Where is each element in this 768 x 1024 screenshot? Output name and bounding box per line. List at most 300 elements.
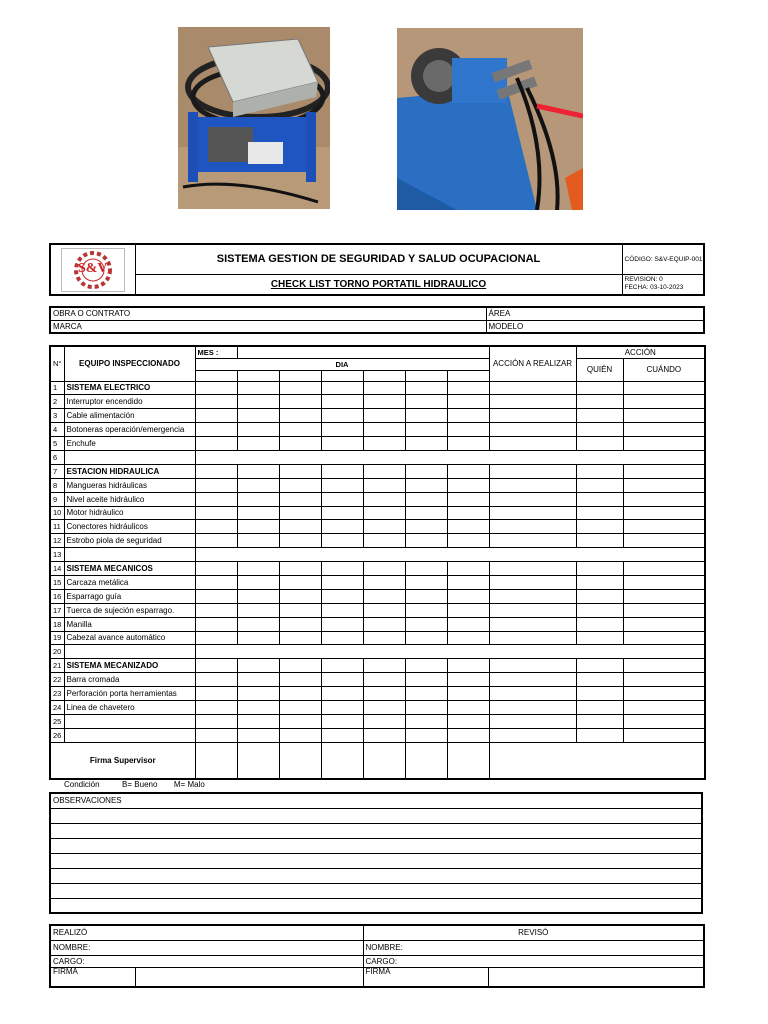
cuando-cell[interactable] (623, 673, 705, 687)
day-check-cell[interactable] (279, 395, 321, 409)
checklist-row (50, 534, 705, 548)
accion-realizar-cell[interactable] (489, 728, 576, 742)
row-number: 24 (50, 700, 64, 714)
day-check-cell[interactable] (363, 562, 405, 576)
day-check-cell[interactable] (195, 562, 237, 576)
day-check-cell[interactable] (405, 603, 447, 617)
day-check-cell[interactable] (279, 423, 321, 437)
observaciones-line[interactable] (50, 883, 702, 898)
day-check-cell[interactable] (447, 534, 489, 548)
day-check-cell[interactable] (279, 409, 321, 423)
day-check-cell[interactable] (195, 673, 237, 687)
photo-portable-lathe (397, 28, 583, 210)
cuando-cell[interactable] (623, 589, 705, 603)
day-check-cell[interactable] (321, 617, 363, 631)
obra-field[interactable]: OBRA O CONTRATO (50, 307, 486, 320)
cuando-cell[interactable] (623, 506, 705, 520)
day-check-cell[interactable] (279, 617, 321, 631)
day-check-cell[interactable] (321, 714, 363, 728)
checklist-row (50, 659, 705, 673)
day-check-cell[interactable] (237, 464, 279, 478)
day-check-cell[interactable] (279, 631, 321, 645)
day-check-cell[interactable] (405, 381, 447, 395)
signature-cell[interactable] (321, 742, 363, 779)
day-check-cell[interactable] (195, 603, 237, 617)
day-check-cell[interactable] (363, 617, 405, 631)
day-check-cell[interactable] (195, 589, 237, 603)
day-check-cell[interactable] (405, 520, 447, 534)
realizo-firma-field[interactable] (135, 967, 363, 987)
day-check-cell[interactable] (321, 631, 363, 645)
day-check-cell[interactable] (195, 659, 237, 673)
accion-realizar-cell[interactable] (489, 714, 576, 728)
day-check-cell[interactable] (195, 395, 237, 409)
day-check-cell[interactable] (279, 534, 321, 548)
day-check-cell[interactable] (363, 492, 405, 506)
day-check-cell[interactable] (447, 478, 489, 492)
day-check-cell[interactable] (237, 617, 279, 631)
day-cell[interactable] (447, 370, 489, 381)
day-check-cell[interactable] (363, 395, 405, 409)
checklist-row (50, 520, 705, 534)
day-check-cell[interactable] (363, 673, 405, 687)
row-number: 7 (50, 464, 64, 478)
day-check-cell[interactable] (405, 492, 447, 506)
day-check-cell[interactable] (363, 700, 405, 714)
day-check-cell[interactable] (237, 728, 279, 742)
cuando-cell[interactable] (623, 381, 705, 395)
cuando-cell[interactable] (623, 575, 705, 589)
day-check-cell[interactable] (237, 631, 279, 645)
day-check-cell[interactable] (237, 575, 279, 589)
day-check-cell[interactable] (195, 687, 237, 701)
accion-realizar-cell[interactable] (489, 506, 576, 520)
day-check-cell[interactable] (237, 700, 279, 714)
cuando-cell[interactable] (623, 478, 705, 492)
day-check-cell[interactable] (405, 659, 447, 673)
day-check-cell[interactable] (447, 423, 489, 437)
day-check-cell[interactable] (447, 575, 489, 589)
day-check-cell[interactable] (447, 728, 489, 742)
row-number: 16 (50, 589, 64, 603)
cuando-cell[interactable] (623, 617, 705, 631)
day-check-cell[interactable] (195, 437, 237, 451)
row-number: 4 (50, 423, 64, 437)
day-check-cell[interactable] (321, 409, 363, 423)
day-check-cell[interactable] (447, 395, 489, 409)
accion-realizar-cell[interactable] (489, 687, 576, 701)
day-check-cell[interactable] (321, 423, 363, 437)
checklist-row (50, 575, 705, 589)
day-check-cell[interactable] (447, 381, 489, 395)
accion-realizar-cell[interactable] (489, 631, 576, 645)
day-check-cell[interactable] (405, 409, 447, 423)
section-label: SISTEMA ELECTRICO (64, 381, 195, 395)
day-check-cell[interactable] (363, 534, 405, 548)
day-check-cell[interactable] (237, 603, 279, 617)
area-field[interactable]: ÁREA (486, 307, 704, 320)
day-check-cell[interactable] (405, 714, 447, 728)
day-check-cell[interactable] (363, 381, 405, 395)
day-check-cell[interactable] (447, 631, 489, 645)
day-check-cell[interactable] (279, 700, 321, 714)
day-check-cell[interactable] (405, 423, 447, 437)
day-check-cell[interactable] (279, 492, 321, 506)
item-label: Manilla (64, 617, 195, 631)
section-label: SISTEMA MECANIZADO (64, 659, 195, 673)
reviso-firma-field[interactable] (488, 967, 704, 987)
day-check-cell[interactable] (321, 381, 363, 395)
observaciones-line[interactable] (50, 853, 702, 868)
accion-realizar-cell[interactable] (489, 673, 576, 687)
day-check-cell[interactable] (363, 728, 405, 742)
day-check-cell[interactable] (363, 631, 405, 645)
day-check-cell[interactable] (447, 687, 489, 701)
signature-cell[interactable] (363, 742, 405, 779)
day-check-cell[interactable] (195, 423, 237, 437)
quien-cell[interactable] (576, 506, 623, 520)
checklist-row (50, 506, 705, 520)
cuando-cell[interactable] (623, 714, 705, 728)
date-text: FECHA: 03-10-2023 (624, 284, 684, 292)
day-check-cell[interactable] (237, 423, 279, 437)
day-check-cell[interactable] (405, 631, 447, 645)
day-check-cell[interactable] (363, 520, 405, 534)
day-check-cell[interactable] (405, 395, 447, 409)
day-check-cell[interactable] (237, 520, 279, 534)
modelo-field[interactable]: MODELO (486, 320, 704, 333)
accion-realizar-cell[interactable] (489, 437, 576, 451)
cuando-cell[interactable] (623, 437, 705, 451)
accion-realizar-cell[interactable] (489, 464, 576, 478)
col-mes-header: MES : (195, 346, 237, 358)
day-check-cell[interactable] (447, 700, 489, 714)
observaciones-line[interactable] (50, 808, 702, 823)
accion-realizar-cell[interactable] (489, 589, 576, 603)
observaciones-line[interactable] (50, 868, 702, 883)
day-check-cell[interactable] (237, 437, 279, 451)
row-number: 26 (50, 728, 64, 742)
quien-cell[interactable] (576, 673, 623, 687)
day-check-cell[interactable] (237, 714, 279, 728)
cuando-cell[interactable] (623, 534, 705, 548)
cuando-cell[interactable] (623, 700, 705, 714)
item-label: Nivel aceite hidráulico (64, 492, 195, 506)
day-check-cell[interactable] (363, 714, 405, 728)
day-check-cell[interactable] (237, 478, 279, 492)
checklist-row (50, 423, 705, 437)
day-check-cell[interactable] (447, 589, 489, 603)
observaciones-line[interactable] (50, 823, 702, 838)
day-check-cell[interactable] (321, 534, 363, 548)
day-check-cell[interactable] (279, 562, 321, 576)
accion-realizar-cell[interactable] (489, 603, 576, 617)
item-label: Conectores hidráulicos (64, 520, 195, 534)
quien-cell[interactable] (576, 492, 623, 506)
day-check-cell[interactable] (405, 534, 447, 548)
day-check-cell[interactable] (195, 631, 237, 645)
cuando-cell[interactable] (623, 687, 705, 701)
day-check-cell[interactable] (447, 520, 489, 534)
accion-realizar-cell[interactable] (489, 423, 576, 437)
cuando-cell[interactable] (623, 464, 705, 478)
day-check-cell[interactable] (237, 673, 279, 687)
day-check-cell[interactable] (279, 603, 321, 617)
reviso-cargo[interactable]: CARGO: (363, 955, 704, 967)
day-check-cell[interactable] (405, 562, 447, 576)
quien-cell[interactable] (576, 478, 623, 492)
day-check-cell[interactable] (321, 589, 363, 603)
day-check-cell[interactable] (321, 603, 363, 617)
accion-realizar-cell[interactable] (489, 659, 576, 673)
cuando-cell[interactable] (623, 395, 705, 409)
day-check-cell[interactable] (321, 478, 363, 492)
day-check-cell[interactable] (321, 728, 363, 742)
accion-realizar-cell[interactable] (489, 478, 576, 492)
checklist-row (50, 589, 705, 603)
checklist-table (49, 345, 706, 780)
day-check-cell[interactable] (195, 617, 237, 631)
day-check-cell[interactable] (279, 478, 321, 492)
day-check-cell[interactable] (363, 589, 405, 603)
cuando-cell[interactable] (623, 520, 705, 534)
quien-cell[interactable] (576, 395, 623, 409)
day-check-cell[interactable] (321, 437, 363, 451)
day-cell[interactable] (195, 370, 237, 381)
day-check-cell[interactable] (363, 437, 405, 451)
day-check-cell[interactable] (405, 673, 447, 687)
realizo-nombre[interactable]: NOMBRE: (50, 940, 363, 955)
day-check-cell[interactable] (279, 437, 321, 451)
signature-cell[interactable] (405, 742, 447, 779)
day-check-cell[interactable] (195, 381, 237, 395)
day-check-cell[interactable] (321, 395, 363, 409)
signature-cell[interactable] (447, 742, 489, 779)
col-equipo-header: EQUIPO INSPECCIONADO (64, 346, 195, 381)
day-check-cell[interactable] (279, 673, 321, 687)
day-check-cell[interactable] (279, 714, 321, 728)
day-check-cell[interactable] (279, 464, 321, 478)
cuando-cell[interactable] (623, 631, 705, 645)
day-check-cell[interactable] (321, 464, 363, 478)
day-check-cell[interactable] (405, 700, 447, 714)
day-check-cell[interactable] (279, 589, 321, 603)
observaciones-line[interactable] (50, 838, 702, 853)
quien-cell[interactable] (576, 381, 623, 395)
accion-realizar-cell[interactable] (489, 575, 576, 589)
day-check-cell[interactable] (237, 589, 279, 603)
quien-cell[interactable] (576, 687, 623, 701)
day-check-cell[interactable] (321, 506, 363, 520)
day-check-cell[interactable] (195, 700, 237, 714)
day-check-cell[interactable] (237, 687, 279, 701)
accion-realizar-cell[interactable] (489, 492, 576, 506)
day-check-cell[interactable] (195, 409, 237, 423)
item-label: Tuerca de sujeción esparrago. (64, 603, 195, 617)
accion-realizar-cell[interactable] (489, 395, 576, 409)
cuando-cell[interactable] (623, 728, 705, 742)
day-cell[interactable] (279, 370, 321, 381)
day-check-cell[interactable] (405, 617, 447, 631)
checklist-row (50, 381, 705, 395)
checklist-row (50, 714, 705, 728)
day-check-cell[interactable] (321, 687, 363, 701)
day-check-cell[interactable] (447, 409, 489, 423)
cuando-cell[interactable] (623, 423, 705, 437)
item-label: Enchufe (64, 437, 195, 451)
day-check-cell[interactable] (321, 492, 363, 506)
quien-cell[interactable] (576, 534, 623, 548)
day-check-cell[interactable] (195, 464, 237, 478)
day-check-cell[interactable] (195, 575, 237, 589)
signature-cell[interactable] (195, 742, 237, 779)
day-cell[interactable] (405, 370, 447, 381)
row-number: 22 (50, 673, 64, 687)
day-check-cell[interactable] (195, 714, 237, 728)
day-check-cell[interactable] (447, 714, 489, 728)
day-check-cell[interactable] (237, 492, 279, 506)
quien-cell[interactable] (576, 589, 623, 603)
day-check-cell[interactable] (405, 687, 447, 701)
reviso-nombre[interactable]: NOMBRE: (363, 940, 704, 955)
quien-cell[interactable] (576, 409, 623, 423)
cuando-cell[interactable] (623, 492, 705, 506)
accion-realizar-cell[interactable] (489, 534, 576, 548)
day-check-cell[interactable] (321, 700, 363, 714)
day-check-cell[interactable] (237, 409, 279, 423)
day-check-cell[interactable] (405, 728, 447, 742)
row-number: 8 (50, 478, 64, 492)
day-check-cell[interactable] (447, 492, 489, 506)
cuando-cell[interactable] (623, 659, 705, 673)
cuando-cell[interactable] (623, 562, 705, 576)
day-check-cell[interactable] (279, 381, 321, 395)
day-check-cell[interactable] (405, 437, 447, 451)
day-check-cell[interactable] (363, 575, 405, 589)
quien-cell[interactable] (576, 464, 623, 478)
day-check-cell[interactable] (237, 381, 279, 395)
legend (64, 780, 205, 789)
quien-cell[interactable] (576, 714, 623, 728)
quien-cell[interactable] (576, 520, 623, 534)
mes-value[interactable] (237, 346, 489, 358)
day-check-cell[interactable] (363, 409, 405, 423)
accion-realizar-cell[interactable] (489, 562, 576, 576)
day-check-cell[interactable] (195, 534, 237, 548)
day-check-cell[interactable] (237, 562, 279, 576)
day-check-cell[interactable] (363, 659, 405, 673)
day-check-cell[interactable] (279, 506, 321, 520)
day-check-cell[interactable] (195, 520, 237, 534)
day-check-cell[interactable] (447, 506, 489, 520)
day-check-cell[interactable] (363, 687, 405, 701)
quien-cell[interactable] (576, 423, 623, 437)
section-label: SISTEMA MECANICOS (64, 562, 195, 576)
observaciones-line[interactable] (50, 898, 702, 913)
day-check-cell[interactable] (279, 659, 321, 673)
day-cell[interactable] (321, 370, 363, 381)
day-check-cell[interactable] (405, 575, 447, 589)
day-check-cell[interactable] (237, 659, 279, 673)
day-check-cell[interactable] (363, 478, 405, 492)
day-check-cell[interactable] (279, 575, 321, 589)
accion-realizar-cell[interactable] (489, 409, 576, 423)
quien-cell[interactable] (576, 437, 623, 451)
accion-realizar-cell[interactable] (489, 617, 576, 631)
day-check-cell[interactable] (447, 617, 489, 631)
day-cell[interactable] (237, 370, 279, 381)
day-check-cell[interactable] (237, 395, 279, 409)
accion-realizar-cell[interactable] (489, 520, 576, 534)
day-check-cell[interactable] (279, 687, 321, 701)
day-check-cell[interactable] (321, 673, 363, 687)
day-check-cell[interactable] (405, 478, 447, 492)
quien-cell[interactable] (576, 617, 623, 631)
quien-cell[interactable] (576, 603, 623, 617)
accion-realizar-cell[interactable] (489, 700, 576, 714)
quien-cell[interactable] (576, 631, 623, 645)
day-check-cell[interactable] (195, 506, 237, 520)
revision-cell (622, 274, 704, 295)
day-check-cell[interactable] (363, 464, 405, 478)
day-check-cell[interactable] (237, 534, 279, 548)
item-label: Estrobo piola de seguridad (64, 534, 195, 548)
item-label: Cabezal avance automático (64, 631, 195, 645)
firma-supervisor-label: Firma Supervisor (50, 742, 195, 779)
cuando-cell[interactable] (623, 603, 705, 617)
cuando-cell[interactable] (623, 409, 705, 423)
legend-malo: M= Malo (173, 780, 205, 789)
realizo-cargo[interactable]: CARGO: (50, 955, 363, 967)
day-check-cell[interactable] (363, 423, 405, 437)
day-check-cell[interactable] (321, 520, 363, 534)
day-check-cell[interactable] (321, 562, 363, 576)
day-check-cell[interactable] (447, 659, 489, 673)
day-check-cell[interactable] (447, 464, 489, 478)
doc-code: CÓDIGO: S&V-EQUIP-001 (622, 244, 704, 274)
quien-cell[interactable] (576, 659, 623, 673)
day-check-cell[interactable] (405, 589, 447, 603)
day-check-cell[interactable] (447, 673, 489, 687)
day-check-cell[interactable] (195, 492, 237, 506)
day-check-cell[interactable] (447, 437, 489, 451)
day-check-cell[interactable] (405, 506, 447, 520)
day-check-cell[interactable] (237, 506, 279, 520)
day-cell[interactable] (363, 370, 405, 381)
day-check-cell[interactable] (321, 575, 363, 589)
day-check-cell[interactable] (279, 728, 321, 742)
quien-cell[interactable] (576, 728, 623, 742)
signature-cell[interactable] (237, 742, 279, 779)
quien-cell[interactable] (576, 562, 623, 576)
day-check-cell[interactable] (405, 464, 447, 478)
day-check-cell[interactable] (195, 478, 237, 492)
day-check-cell[interactable] (447, 562, 489, 576)
day-check-cell[interactable] (447, 603, 489, 617)
day-check-cell[interactable] (363, 506, 405, 520)
checklist-row (50, 603, 705, 617)
day-check-cell[interactable] (195, 728, 237, 742)
day-check-cell[interactable] (321, 659, 363, 673)
col-cuando-header: CUÁNDO (623, 358, 705, 381)
signature-cell[interactable] (279, 742, 321, 779)
marca-field[interactable]: MARCA (50, 320, 486, 333)
day-check-cell[interactable] (363, 603, 405, 617)
quien-cell[interactable] (576, 700, 623, 714)
accion-realizar-cell[interactable] (489, 381, 576, 395)
quien-cell[interactable] (576, 575, 623, 589)
day-check-cell[interactable] (279, 520, 321, 534)
